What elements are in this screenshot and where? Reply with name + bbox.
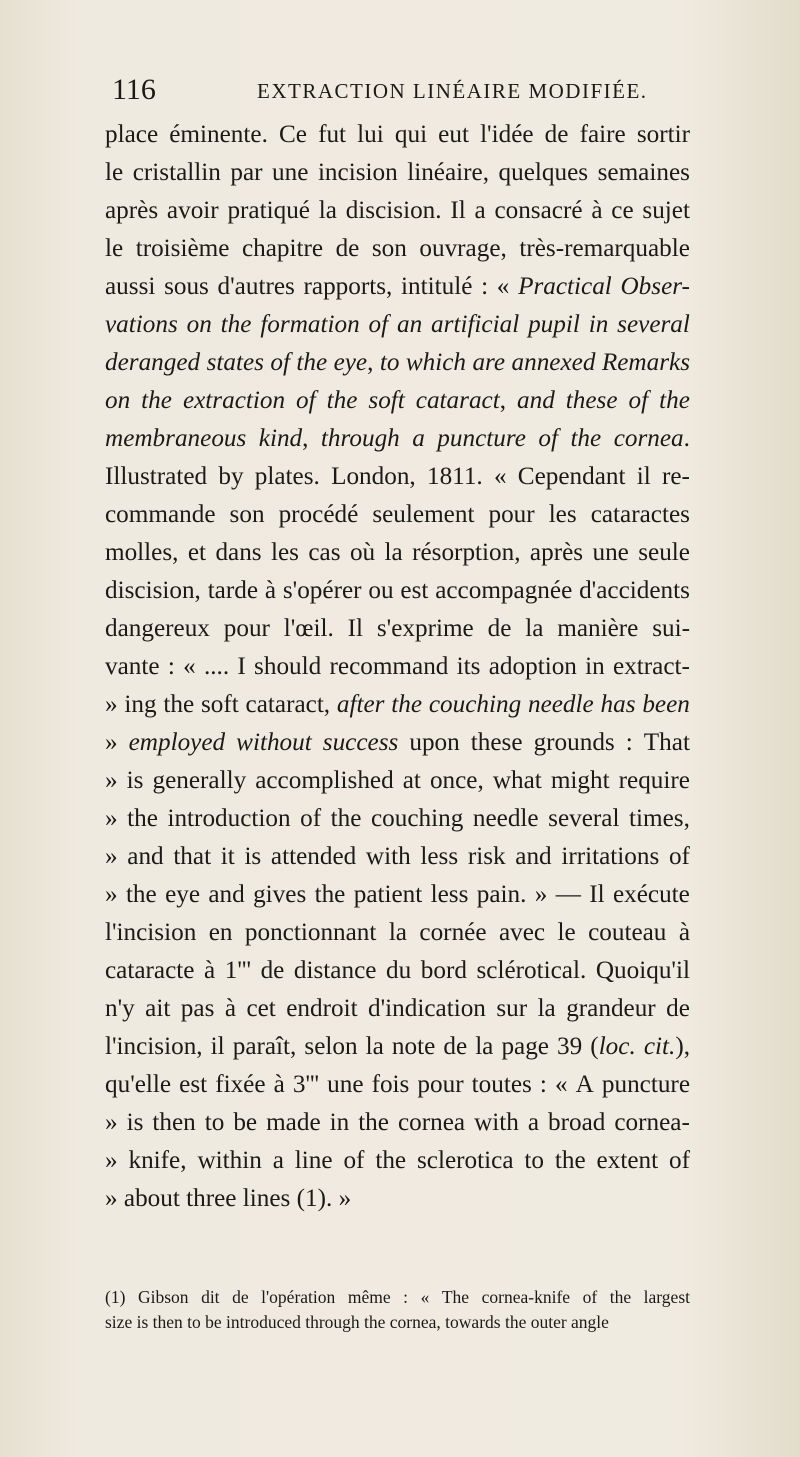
body-line: » employed without success upon these grounds : That	[105, 729, 690, 756]
page-number: 116	[112, 73, 156, 106]
body-line: » and that it is attended with less risk and irritations of	[105, 843, 690, 870]
body-line: Illustrated by plates. London, 1811. « Cependant il re-	[105, 463, 690, 490]
body-line: l'incision, il paraît, selon la note de la page 39 (loc. cit.),	[105, 1033, 690, 1060]
body-line: » ing the soft cataract, after the couching needle has been	[105, 691, 690, 718]
body-line: » is generally accomplished at once, what might require	[105, 767, 690, 794]
body-line: cataracte à 1''' de distance du bord sclérotical. Quoiqu'il	[105, 957, 690, 984]
body-text	[105, 116, 690, 1218]
footnote-line: (1) Gibson dit de l'opération même : « The cornea-knife of the largest	[105, 1287, 690, 1307]
body-line: » the eye and gives the patient less pain. » — Il exécute	[105, 881, 690, 908]
running-head: EXTRACTION LINÉAIRE MODIFIÉE.	[257, 79, 648, 103]
footnote	[105, 1285, 690, 1335]
body-line: n'y ait pas à cet endroit d'indication sur la grandeur de	[105, 995, 690, 1022]
body-line: l'incision en ponctionnant la cornée avec le couteau à	[105, 919, 690, 946]
page-header	[112, 70, 672, 110]
body-line: après avoir pratiqué la discision. Il a consacré à ce sujet	[105, 197, 690, 224]
body-line: » about three lines (1). »	[105, 1185, 352, 1212]
body-line: le cristallin par une incision linéaire, quelques semaines	[105, 159, 690, 186]
body-line: aussi sous d'autres rapports, intitulé : « Practical Obser-	[105, 273, 690, 300]
body-line: » the introduction of the couching needle several times,	[105, 805, 690, 832]
body-line: on the extraction of the soft cataract, and these of the	[105, 387, 690, 414]
body-line: commande son procédé seulement pour les cataractes	[105, 501, 690, 528]
body-line: vante : « .... I should recommand its adoption in extract-	[105, 653, 690, 680]
body-line: molles, et dans les cas où la résorption, après une seule	[105, 539, 690, 566]
body-line: le troisième chapitre de son ouvrage, très-remarquable	[105, 235, 690, 262]
body-line: » is then to be made in the cornea with a broad cornea-	[105, 1109, 690, 1136]
body-line: deranged states of the eye, to which are annexed Remarks	[105, 349, 690, 376]
body-line: » knife, within a line of the sclerotica to the extent of	[105, 1147, 690, 1174]
body-line: membraneous kind, through a puncture of the cornea.	[105, 425, 690, 452]
body-line: dangereux pour l'œil. Il s'exprime de la manière sui-	[105, 615, 690, 642]
body-line: place éminente. Ce fut lui qui eut l'idée de faire sortir	[105, 121, 690, 148]
footnote-line: size is then to be introduced through the cornea, towards the outer angle	[105, 1312, 609, 1332]
body-line: vations on the formation of an artificial pupil in several	[105, 311, 690, 338]
body-line: qu'elle est fixée à 3''' une fois pour toutes : « A puncture	[105, 1071, 690, 1098]
body-line: discision, tarde à s'opérer ou est accompagnée d'accidents	[105, 577, 690, 604]
